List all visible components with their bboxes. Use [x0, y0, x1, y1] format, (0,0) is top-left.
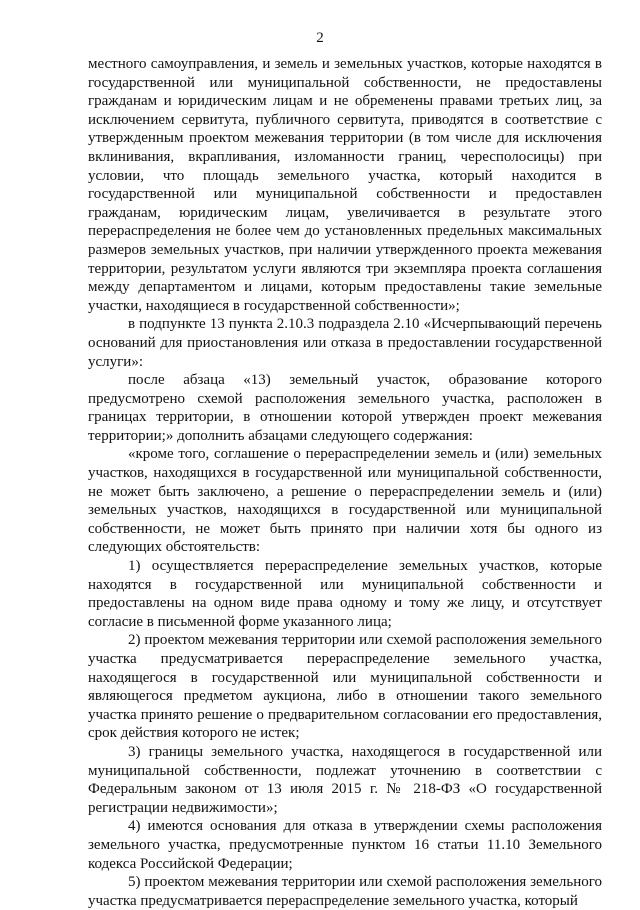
paragraph: 2) проектом межевания территории или схемой расположения земельного участка предусматривается перераспределение земельного участка, находящегося в государственной или муниципальной собственности и являющегося предметом аукциона, либо в отношении такого земельного участка принято решение о предварительном согласовании его предоставления, срок действия которого не истек; — [88, 632, 602, 742]
paragraph: «кроме того, соглашение о перераспределении земель и (или) земельных участков, находящихся в государственной или муниципальной собственности, не может быть заключено, а решение о перераспределении земель и (или) земельных участков, находящихся в государственной или муниципальной собственности, не может быть принято при наличии хотя бы одного из следующих обстоятельств: — [88, 446, 602, 556]
paragraph: 5) проектом межевания территории или схемой расположения земельного участка предусматривается перераспределение земельного участка, который — [88, 874, 602, 909]
page-number: 2 — [316, 30, 324, 46]
paragraph: в подпункте 13 пункта 2.10.3 подраздела 2.10 «Исчерпывающий перечень оснований для приостановления или отказа в предоставлении государственной услуги»: — [88, 316, 602, 370]
paragraph: местного самоуправления, и земель и земельных участков, которые находятся в государственной или муниципальной собственности, не предоставлены гражданам и юридическим лицам и не обременены правами третьих лиц, за исключением сервитута, публичного сервитута, приводятся в соответствие с утвержденным проектом межевания территории (в том числе для исключения вклинивания, вкрапливания, изломанности границ, чересполосицы) при условии, что площадь земельного участка, который находится в государственной или муниципальной собственности и предоставлен гражданам, юридическим лицам, увеличивается в результате этого перераспределения не более чем до установленных предельных максимальных размеров земельных участков, при наличии утвержденного проекта межевания территории, результатом услуги являются три экземпляра проекта соглашения между департаментом и лицами, которым предоставлены такие земельные участки, находящиеся в государственной собственности»; — [88, 56, 602, 314]
paragraph: после абзаца «13) земельный участок, образование которого предусмотрено схемой расположения земельного участка, расположен в границах территории, в отношении которой утвержден проект межевания территории;» дополнить абзацами следующего содержания: — [88, 372, 602, 444]
document-body — [88, 55, 602, 910]
paragraph: 1) осуществляется перераспределение земельных участков, которые находятся в государственной или муниципальной собственности и предоставлены на одном виде права одному и тому же лицу, и отсутствует согласие в письменной форме указанного лица; — [88, 558, 602, 630]
paragraph: 4) имеются основания для отказа в утверждении схемы расположения земельного участка, предусмотренные пунктом 16 статьи 11.10 Земельного кодекса Российской Федерации; — [88, 818, 602, 872]
paragraph: 3) границы земельного участка, находящегося в государственной или муниципальной собственности, подлежат уточнению в соответствии с Федеральным законом от 13 июля 2015 г. № 218-ФЗ «О государственной регистрации недвижимости»; — [88, 743, 602, 816]
